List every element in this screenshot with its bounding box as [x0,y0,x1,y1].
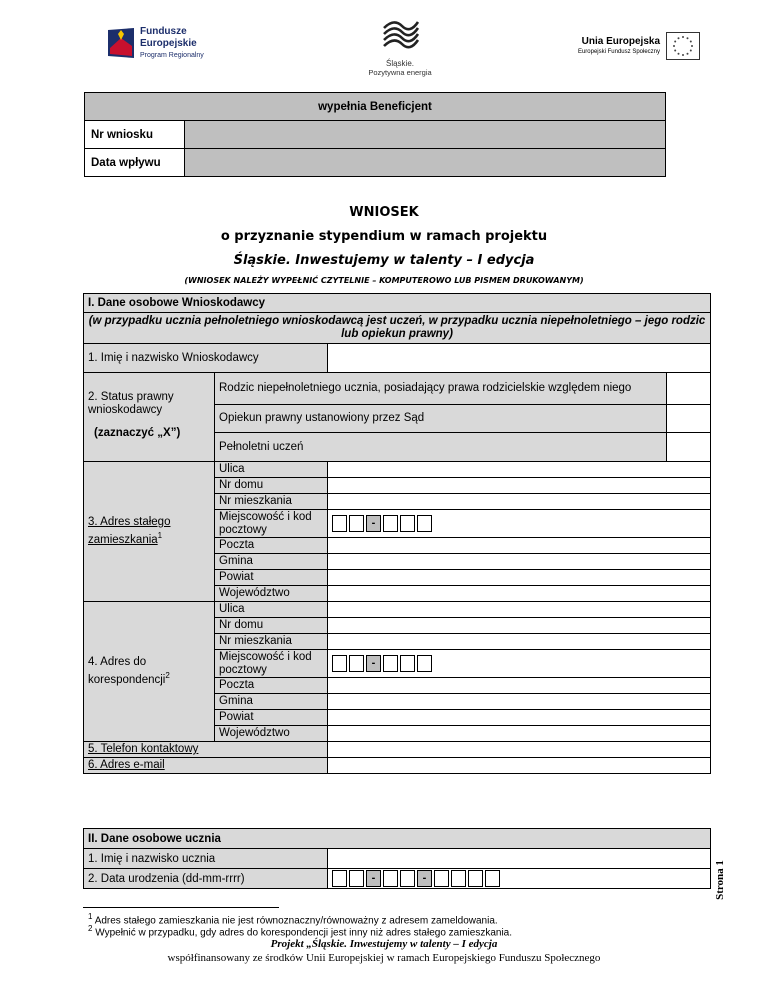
birth-date-label: 2. Data urodzenia (dd-mm-rrrr) [84,869,328,889]
postcode-dash: - [366,655,381,672]
addr1-flat-field[interactable] [328,494,711,510]
slaskie-waves-icon [380,18,420,52]
footnote-separator [83,907,279,908]
email-field[interactable] [328,758,711,774]
date-box[interactable] [349,870,364,887]
addr2-voivodeship-label: Województwo [215,726,328,742]
email-label-text: 6. Adres e-mail [88,759,165,771]
project-name: Śląskie. Inwestujemy w talenty – I edycja [233,253,535,268]
addr1-powiat-label: Powiat [215,570,328,586]
addr2-flat-field[interactable] [328,634,711,650]
birth-date-boxes[interactable] [332,870,706,887]
correspondence-address-text: 4. Adres do korespondencji [88,656,166,686]
addr1-voivodeship-label: Województwo [215,586,328,602]
postcode-box[interactable] [349,655,364,672]
addr1-house-label: Nr domu [215,478,328,494]
ue-logo-line2: Europejski Fundusz Społeczny [577,49,660,55]
student-name-field[interactable] [328,849,711,869]
date-box[interactable] [383,870,398,887]
status-checkbox-guardian[interactable] [667,405,711,433]
section1-table [83,293,711,774]
addr1-flat-label: Nr mieszkania [215,494,328,510]
postcode-box[interactable] [332,655,347,672]
status-checkbox-parent[interactable] [667,373,711,405]
slaskie-logo-line2: Pozytywna energia [368,68,432,77]
postcode-box[interactable] [349,515,364,532]
status-option-guardian: Opiekun prawny ustanowiony przez Sąd [215,405,667,433]
fe-logo-line3: Program Regionalny [140,52,204,59]
project-footer: Projekt „Śląskie. Inwestujemy w talenty – I edycja [270,938,498,950]
section2-header: II. Dane osobowe ucznia [84,829,711,849]
fe-flag-icon [108,28,134,58]
correspondence-address-label [84,602,215,742]
status-label-cell [84,373,215,462]
date-box[interactable] [434,870,449,887]
phone-label-text: 5. Telefon kontaktowy [88,743,199,755]
date-box[interactable] [400,870,415,887]
addr2-powiat-label: Powiat [215,710,328,726]
addr2-city-label: Miejscowość i kod pocztowy [215,650,328,678]
date-dash: - [366,870,381,887]
addr2-postcode-boxes[interactable] [332,655,706,672]
postcode-dash: - [366,515,381,532]
date-dash: - [417,870,432,887]
addr2-street-label: Ulica [215,602,328,618]
slaskie-logo-line1: Śląskie. [385,59,414,68]
nr-wniosku-label: Nr wniosku [85,121,185,149]
addr2-gmina-field[interactable] [328,694,711,710]
status-hint: (zaznaczyć „X”) [94,427,181,439]
cofinanced-footer: współfinansowany ze środków Unii Europejskiej w ramach Europejskiego Funduszu Społecznego [167,952,601,964]
addr2-post-field[interactable] [328,678,711,694]
addr2-post-label: Poczta [215,678,328,694]
addr2-powiat-field[interactable] [328,710,711,726]
applicant-name-label: 1. Imię i nazwisko Wnioskodawcy [84,344,328,373]
status-option-parent: Rodzic niepełnoletniego ucznia, posiadający prawa rodzicielskie względem niego [215,373,667,405]
data-wplywu-field[interactable] [185,149,666,177]
footnote-2-number: 2 [88,924,93,933]
phone-field[interactable] [328,742,711,758]
addr1-voivodeship-field[interactable] [328,586,711,602]
status-label: 2. Status prawny wnioskodawcy [88,391,174,416]
addr1-postcode-boxes[interactable] [332,515,706,532]
addr1-city-label: Miejscowość i kod pocztowy [215,510,328,538]
addr1-gmina-label: Gmina [215,554,328,570]
addr1-street-field[interactable] [328,462,711,478]
permanent-address-label [84,462,215,602]
data-wplywu-label: Data wpływu [85,149,185,177]
status-option-adult-student: Pełnoletni uczeń [215,433,667,462]
addr1-house-field[interactable] [328,478,711,494]
footnote-1-text: Adres stałego zamieszkania nie jest równoznaczny/równoważny z adresem zameldowania. [94,915,498,927]
student-name-label: 1. Imię i nazwisko ucznia [84,849,328,869]
footnote-ref-1: 1 [157,531,163,541]
addr2-house-label: Nr domu [215,618,328,634]
addr1-street-label: Ulica [215,462,328,478]
addr1-city-field[interactable] [328,510,711,538]
form-title: WNIOSEK [349,205,419,220]
postcode-box[interactable] [400,515,415,532]
applicant-name-field[interactable] [328,344,711,373]
postcode-box[interactable] [383,515,398,532]
addr2-city-field[interactable] [328,650,711,678]
eu-flag-icon [666,32,700,60]
nr-wniosku-field[interactable] [185,121,666,149]
postcode-box[interactable] [417,655,432,672]
addr2-gmina-label: Gmina [215,694,328,710]
addr1-gmina-field[interactable] [328,554,711,570]
postcode-box[interactable] [383,655,398,672]
date-box[interactable] [468,870,483,887]
ue-logo-line1: Unia Europejska [581,36,660,47]
addr2-voivodeship-field[interactable] [328,726,711,742]
beneficjent-header: wypełnia Beneficjent [85,93,666,121]
footnote-ref-2: 2 [165,671,170,681]
postcode-box[interactable] [417,515,432,532]
page-number-text: Strona 1 [713,860,726,900]
date-box[interactable] [485,870,500,887]
date-box[interactable] [332,870,347,887]
beneficjent-box [84,92,666,177]
section2-table [83,828,711,889]
birth-date-field[interactable] [328,869,711,889]
phone-label [84,742,328,758]
form-subtitle: o przyznanie stypendium w ramach projektu [220,229,548,244]
fe-logo-line1: Fundusze [140,26,187,37]
email-label [84,758,328,774]
fill-instruction: (WNIOSEK NALEŻY WYPEŁNIĆ CZYTELNIE – KOMPUTEROWO LUB PISMEM DRUKOWANYM) [184,276,584,285]
footnote-2-text: Wypełnić w przypadku, gdy adres do korespondencji jest inny niż adres stałego zamieszkania. [95,927,513,939]
addr2-house-field[interactable] [328,618,711,634]
addr1-powiat-field[interactable] [328,570,711,586]
addr2-street-field[interactable] [328,602,711,618]
slaskie-logo [360,18,440,76]
date-box[interactable] [451,870,466,887]
footnote-1-number: 1 [88,912,93,921]
section1-header: I. Dane osobowe Wnioskodawcy [84,294,711,313]
fundusze-europejskie-logo [108,24,248,66]
addr1-post-field[interactable] [328,538,711,554]
addr1-post-label: Poczta [215,538,328,554]
unia-europejska-logo [574,36,704,66]
page-number-label [712,856,742,912]
permanent-address-text: 3. Adres stałego zamieszkania [88,516,171,546]
section1-subheader: (w przypadku ucznia pełnoletniego wnioskodawcą jest uczeń, w przypadku ucznia niepełnoletniego – jego rodzic lub opiekun prawny) [84,313,711,344]
postcode-box[interactable] [400,655,415,672]
postcode-box[interactable] [332,515,347,532]
addr2-flat-label: Nr mieszkania [215,634,328,650]
fe-logo-line2: Europejskie [140,38,197,49]
footnote-2 [88,924,512,938]
status-checkbox-adult-student[interactable] [667,433,711,462]
